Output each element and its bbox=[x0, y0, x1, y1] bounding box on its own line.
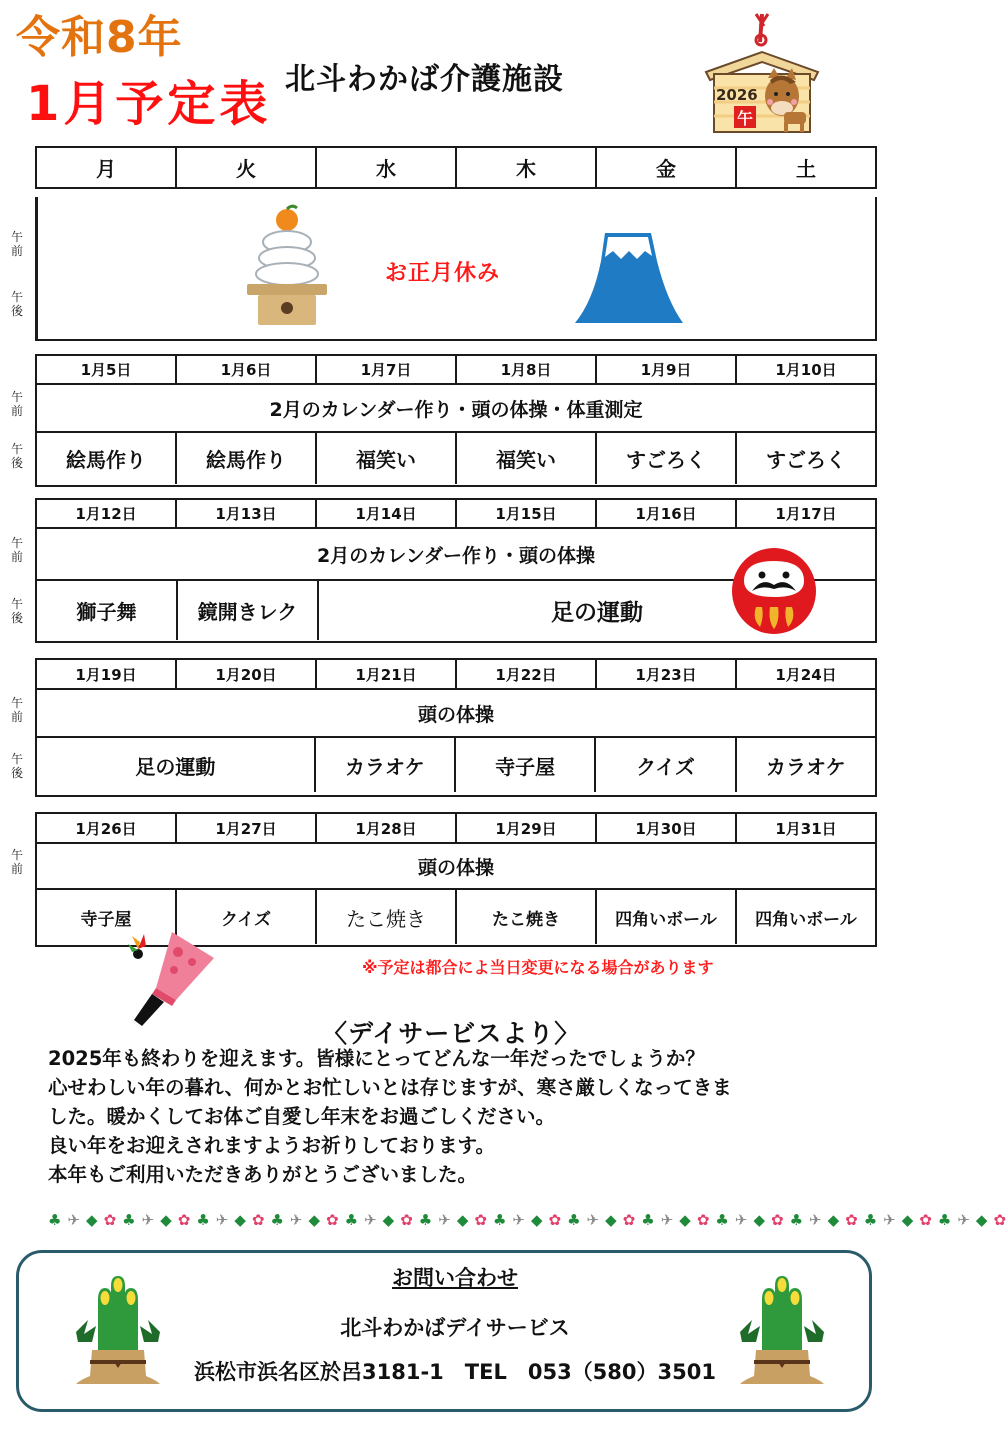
pm-activity: たこ焼き bbox=[455, 890, 595, 944]
pm-label: 午 後 bbox=[10, 597, 23, 625]
plum-icon: ✿ bbox=[770, 1211, 784, 1229]
plum-icon: ✿ bbox=[474, 1211, 487, 1229]
pine-icon: ♣ bbox=[48, 1211, 62, 1229]
pm-activity: クイズ bbox=[594, 738, 734, 792]
crane-icon: ✈ bbox=[809, 1211, 822, 1229]
crane-icon: ✈ bbox=[512, 1211, 525, 1229]
turtle-icon: ◆ bbox=[753, 1211, 765, 1229]
turtle-icon: ◆ bbox=[86, 1211, 98, 1229]
am-label: 午 前 bbox=[10, 390, 23, 418]
turtle-icon: ◆ bbox=[901, 1211, 914, 1229]
contact-address-phone: 浜松市浜名区於呂3181-1 TEL 053（580）3501 bbox=[194, 1360, 716, 1384]
pm-activity: 絵馬作り bbox=[66, 448, 146, 472]
pine-icon: ♣ bbox=[567, 1211, 581, 1229]
weekday-header bbox=[35, 146, 877, 189]
date-cell: 1月16日 bbox=[595, 500, 735, 527]
crane-icon: ✈ bbox=[289, 1211, 303, 1229]
am-activity: 2月のカレンダー作り・頭の体操・体重測定 bbox=[269, 398, 643, 421]
pine-icon: ♣ bbox=[122, 1211, 136, 1229]
turtle-icon: ◆ bbox=[975, 1211, 988, 1229]
pine-icon: ♣ bbox=[715, 1211, 729, 1229]
pm-activity: 足の運動 bbox=[135, 754, 216, 779]
pine-icon: ♣ bbox=[418, 1211, 433, 1229]
turtle-icon: ◆ bbox=[160, 1211, 172, 1229]
pine-icon: ♣ bbox=[492, 1211, 507, 1229]
turtle-icon: ◆ bbox=[456, 1211, 469, 1229]
am-label: 午 前 bbox=[10, 230, 23, 258]
date-cell: 1月22日 bbox=[455, 660, 595, 688]
plum-icon: ✿ bbox=[696, 1211, 710, 1229]
pm-activity: カラオケ bbox=[735, 738, 875, 792]
pine-icon: ♣ bbox=[937, 1211, 952, 1229]
pm-activity: 絵馬作り bbox=[175, 433, 315, 484]
contact-title: お問い合わせ bbox=[392, 1266, 518, 1290]
pm-activity: すごろく bbox=[735, 433, 875, 484]
message-line: 本年もご利用いただきありがとうございました。 bbox=[48, 1163, 478, 1186]
date-cell: 1月27日 bbox=[175, 814, 315, 842]
pm-activity: 四角いボール bbox=[595, 890, 735, 944]
plum-icon: ✿ bbox=[326, 1211, 339, 1229]
pm-activity: クイズ bbox=[175, 890, 315, 944]
date-cell: 1月15日 bbox=[455, 500, 595, 527]
turtle-icon: ◆ bbox=[308, 1211, 321, 1229]
pm-label: 午 後 bbox=[10, 290, 23, 318]
date-cell: 1月17日 bbox=[735, 500, 875, 527]
date-cell: 1月29日 bbox=[455, 814, 595, 842]
weekday-tue: 火 bbox=[175, 148, 315, 187]
message-line: 2025年も終わりを迎えます。皆様にとってどんな一年だったでしょうか？ bbox=[48, 1047, 705, 1070]
pm-activity: カラオケ bbox=[314, 738, 454, 792]
pm-activity: すごろく bbox=[595, 433, 735, 484]
date-cell: 1月21日 bbox=[315, 660, 455, 688]
am-activity: 頭の体操 bbox=[417, 703, 494, 726]
ema-horse-icon bbox=[700, 12, 820, 134]
pm-activity: 寺子屋 bbox=[80, 909, 132, 930]
date-cell: 1月13日 bbox=[175, 500, 315, 527]
date-cell: 1月30日 bbox=[595, 814, 735, 842]
daruma-icon bbox=[730, 545, 818, 635]
pm-activity: 福笑い bbox=[315, 433, 455, 484]
crane-icon: ✈ bbox=[734, 1211, 748, 1229]
hagoita-icon bbox=[116, 930, 220, 1028]
date-cell: 1月7日 bbox=[315, 356, 455, 383]
plum-icon: ✿ bbox=[993, 1211, 1006, 1229]
weekday-wed: 水 bbox=[315, 148, 455, 187]
contact-service-name: 北斗わかばデイサービス bbox=[340, 1316, 570, 1340]
pine-icon: ♣ bbox=[789, 1211, 804, 1229]
week-1-table bbox=[35, 354, 877, 487]
pm-activity: 四角いボール bbox=[735, 890, 875, 944]
pm-activity: 鏡開きレク bbox=[176, 581, 317, 640]
pm-activity: たこ焼き bbox=[315, 890, 455, 944]
date-cell: 1月10日 bbox=[735, 356, 875, 383]
am-label: 午 前 bbox=[10, 848, 23, 876]
am-label: 午 前 bbox=[10, 536, 23, 564]
weekday-mon: 月 bbox=[96, 157, 116, 181]
svg-text:2026: 2026 bbox=[716, 86, 758, 104]
mount-fuji-icon bbox=[573, 231, 685, 325]
am-label: 午 前 bbox=[10, 696, 23, 724]
plum-icon: ✿ bbox=[251, 1211, 265, 1229]
date-cell: 1月8日 bbox=[455, 356, 595, 383]
date-cell: 1月12日 bbox=[75, 505, 137, 523]
date-cell: 1月28日 bbox=[315, 814, 455, 842]
pine-icon: ♣ bbox=[641, 1211, 655, 1229]
turtle-icon: ◆ bbox=[679, 1211, 691, 1229]
svg-text:午: 午 bbox=[737, 109, 754, 128]
message-title: 〈デイサービスより〉 bbox=[322, 1019, 581, 1048]
crane-icon: ✈ bbox=[438, 1211, 451, 1229]
plum-icon: ✿ bbox=[845, 1211, 858, 1229]
date-cell: 1月23日 bbox=[595, 660, 735, 688]
crane-icon: ✈ bbox=[660, 1211, 674, 1229]
date-cell: 1月5日 bbox=[80, 361, 132, 379]
plum-icon: ✿ bbox=[400, 1211, 413, 1229]
week-3-table bbox=[35, 658, 877, 797]
date-cell: 1月24日 bbox=[735, 660, 875, 688]
message-line: 良い年をお迎えされますようお祈りしております。 bbox=[48, 1134, 495, 1157]
facility-name: 北斗わかば介護施設 bbox=[285, 62, 564, 97]
weekday-thu: 木 bbox=[455, 148, 595, 187]
pm-activity: 獅子舞 bbox=[76, 600, 137, 624]
date-cell: 1月20日 bbox=[175, 660, 315, 688]
pine-icon: ♣ bbox=[196, 1211, 210, 1229]
crane-icon: ✈ bbox=[364, 1211, 377, 1229]
holiday-label: お正月休み bbox=[385, 261, 501, 286]
era-year-title: 令和8年 bbox=[16, 12, 183, 63]
kadomatsu-icon bbox=[738, 1276, 826, 1390]
plum-icon: ✿ bbox=[622, 1211, 636, 1229]
week-4-table bbox=[35, 812, 877, 947]
crane-icon: ✈ bbox=[957, 1211, 970, 1229]
pm-label: 午 後 bbox=[10, 752, 23, 780]
crane-icon: ✈ bbox=[586, 1211, 600, 1229]
crane-icon: ✈ bbox=[883, 1211, 896, 1229]
weekday-sat: 土 bbox=[735, 148, 875, 187]
crane-icon: ✈ bbox=[141, 1211, 155, 1229]
turtle-icon: ◆ bbox=[382, 1211, 395, 1229]
date-cell: 1月14日 bbox=[315, 500, 455, 527]
date-cell: 1月19日 bbox=[75, 665, 137, 684]
pine-icon: ♣ bbox=[270, 1211, 284, 1229]
plum-icon: ✿ bbox=[919, 1211, 932, 1229]
am-activity: 2月のカレンダー作り・頭の体操 bbox=[317, 544, 595, 567]
plum-icon: ✿ bbox=[177, 1211, 191, 1229]
date-cell: 1月26日 bbox=[75, 819, 137, 838]
kadomatsu-icon bbox=[74, 1276, 162, 1390]
crane-icon: ✈ bbox=[67, 1211, 81, 1229]
new-year-decoration-strip bbox=[48, 1208, 1006, 1232]
kagami-mochi-icon bbox=[244, 204, 330, 328]
month-schedule-title: 1月予定表 bbox=[26, 76, 272, 132]
plum-icon: ✿ bbox=[103, 1211, 117, 1229]
plum-icon: ✿ bbox=[548, 1211, 562, 1229]
am-activity: 頭の体操 bbox=[417, 856, 494, 879]
date-cell: 1月6日 bbox=[175, 356, 315, 383]
pm-activity: 寺子屋 bbox=[454, 738, 594, 792]
date-cell: 1月31日 bbox=[735, 814, 875, 842]
date-cell: 1月9日 bbox=[595, 356, 735, 383]
weekday-fri: 金 bbox=[595, 148, 735, 187]
pine-icon: ♣ bbox=[863, 1211, 878, 1229]
turtle-icon: ◆ bbox=[605, 1211, 617, 1229]
crane-icon: ✈ bbox=[215, 1211, 229, 1229]
pm-activity: 福笑い bbox=[455, 433, 595, 484]
pine-icon: ♣ bbox=[344, 1211, 359, 1229]
schedule-change-notice: ※予定は都合によ当日変更になる場合があります bbox=[362, 958, 714, 977]
message-line: した。暖かくしてお体ご自愛し年末をお過ごしください。 bbox=[48, 1105, 556, 1128]
message-line: 心せわしい年の暮れ、何かとお忙しいとは存じますが、寒さ厳しくなってきま bbox=[48, 1076, 732, 1099]
turtle-icon: ◆ bbox=[234, 1211, 246, 1229]
turtle-icon: ◆ bbox=[530, 1211, 543, 1229]
turtle-icon: ◆ bbox=[827, 1211, 840, 1229]
pm-label: 午 後 bbox=[10, 442, 23, 470]
pm-activity: 足の運動 bbox=[317, 581, 875, 640]
